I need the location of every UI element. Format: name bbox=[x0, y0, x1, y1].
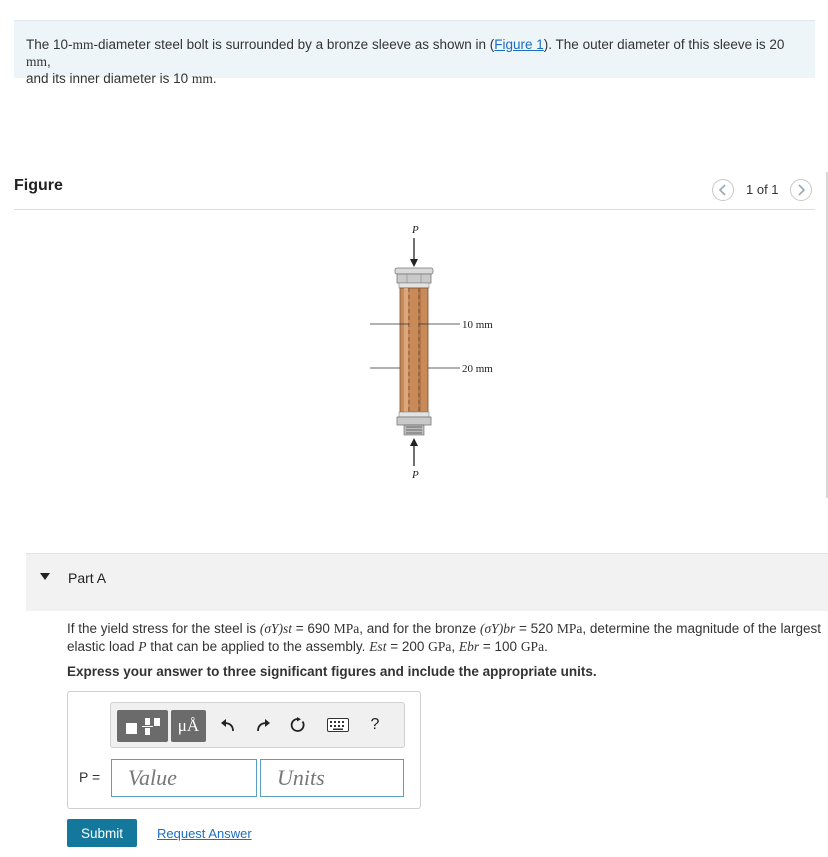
bolt-head bbox=[395, 268, 433, 288]
figure-title: Figure bbox=[14, 177, 63, 194]
part-a-label: Part A bbox=[68, 570, 107, 586]
load-arrowhead-top bbox=[410, 259, 418, 267]
help-button[interactable]: ? bbox=[370, 716, 380, 733]
sigma-steel-symbol: (σY)st bbox=[259, 621, 293, 636]
collapse-triangle-icon[interactable] bbox=[40, 573, 50, 580]
sigma-bronze-symbol: (σY)br bbox=[480, 621, 516, 636]
keyboard-button[interactable] bbox=[326, 716, 350, 734]
redo-icon bbox=[255, 718, 271, 732]
units-symbols-button[interactable]: μÅ bbox=[171, 710, 206, 742]
dimension-outer-diameter: 20 mm bbox=[462, 363, 493, 375]
reset-button[interactable] bbox=[287, 714, 309, 736]
p-label: P = bbox=[79, 769, 101, 785]
next-figure-button[interactable] bbox=[790, 179, 812, 201]
load-label-bottom: P bbox=[412, 469, 419, 481]
part-a-question: If the yield stress for the steel is (σY)st = 690 MPa, and for the bronze (σY)br = 520 MPa, determine the magnitude of the largest elastic load P that can be applied to the assembly. Est = 200 GPa, Ebr = 100 GPa. bbox=[67, 621, 822, 654]
submit-button[interactable]: Submit bbox=[67, 819, 137, 847]
request-answer-link[interactable]: Request Answer bbox=[157, 826, 252, 841]
chevron-left-icon bbox=[718, 184, 728, 196]
figure-pager: 1 of 1 bbox=[746, 182, 779, 197]
undo-icon bbox=[220, 718, 236, 732]
previous-figure-button[interactable] bbox=[712, 179, 734, 201]
part-a-header[interactable] bbox=[26, 553, 828, 611]
reset-icon bbox=[290, 717, 306, 733]
bolt-sleeve-figure bbox=[360, 222, 510, 484]
answer-instruction: Express your answer to three significant figures and include the appropriate units. bbox=[67, 664, 597, 679]
dimension-inner-diameter: 10 mm bbox=[462, 319, 493, 331]
figure-divider bbox=[14, 209, 815, 210]
undo-button[interactable] bbox=[217, 714, 239, 736]
bolt-nut bbox=[397, 412, 431, 435]
templates-button[interactable] bbox=[117, 710, 168, 742]
redo-button[interactable] bbox=[252, 714, 274, 736]
figure-1-link[interactable]: Figure 1 bbox=[494, 37, 544, 52]
problem-text: The 10-mm-diameter steel bolt is surrounded by a bronze sleeve as shown in (Figure 1). The outer diameter of this sleeve is 20 mm, and its inner diameter is 10 mm. bbox=[26, 37, 785, 86]
bronze-sleeve bbox=[400, 288, 428, 412]
value-input[interactable]: Value bbox=[111, 759, 257, 797]
e-steel-symbol: Est bbox=[369, 639, 387, 654]
units-input[interactable]: Units bbox=[260, 759, 404, 797]
e-bronze-symbol: Ebr bbox=[458, 639, 480, 654]
problem-statement bbox=[14, 20, 815, 86]
keyboard-icon bbox=[327, 718, 349, 732]
templates-icon bbox=[123, 714, 163, 738]
chevron-right-icon bbox=[796, 184, 806, 196]
load-label-top: P bbox=[412, 224, 419, 236]
